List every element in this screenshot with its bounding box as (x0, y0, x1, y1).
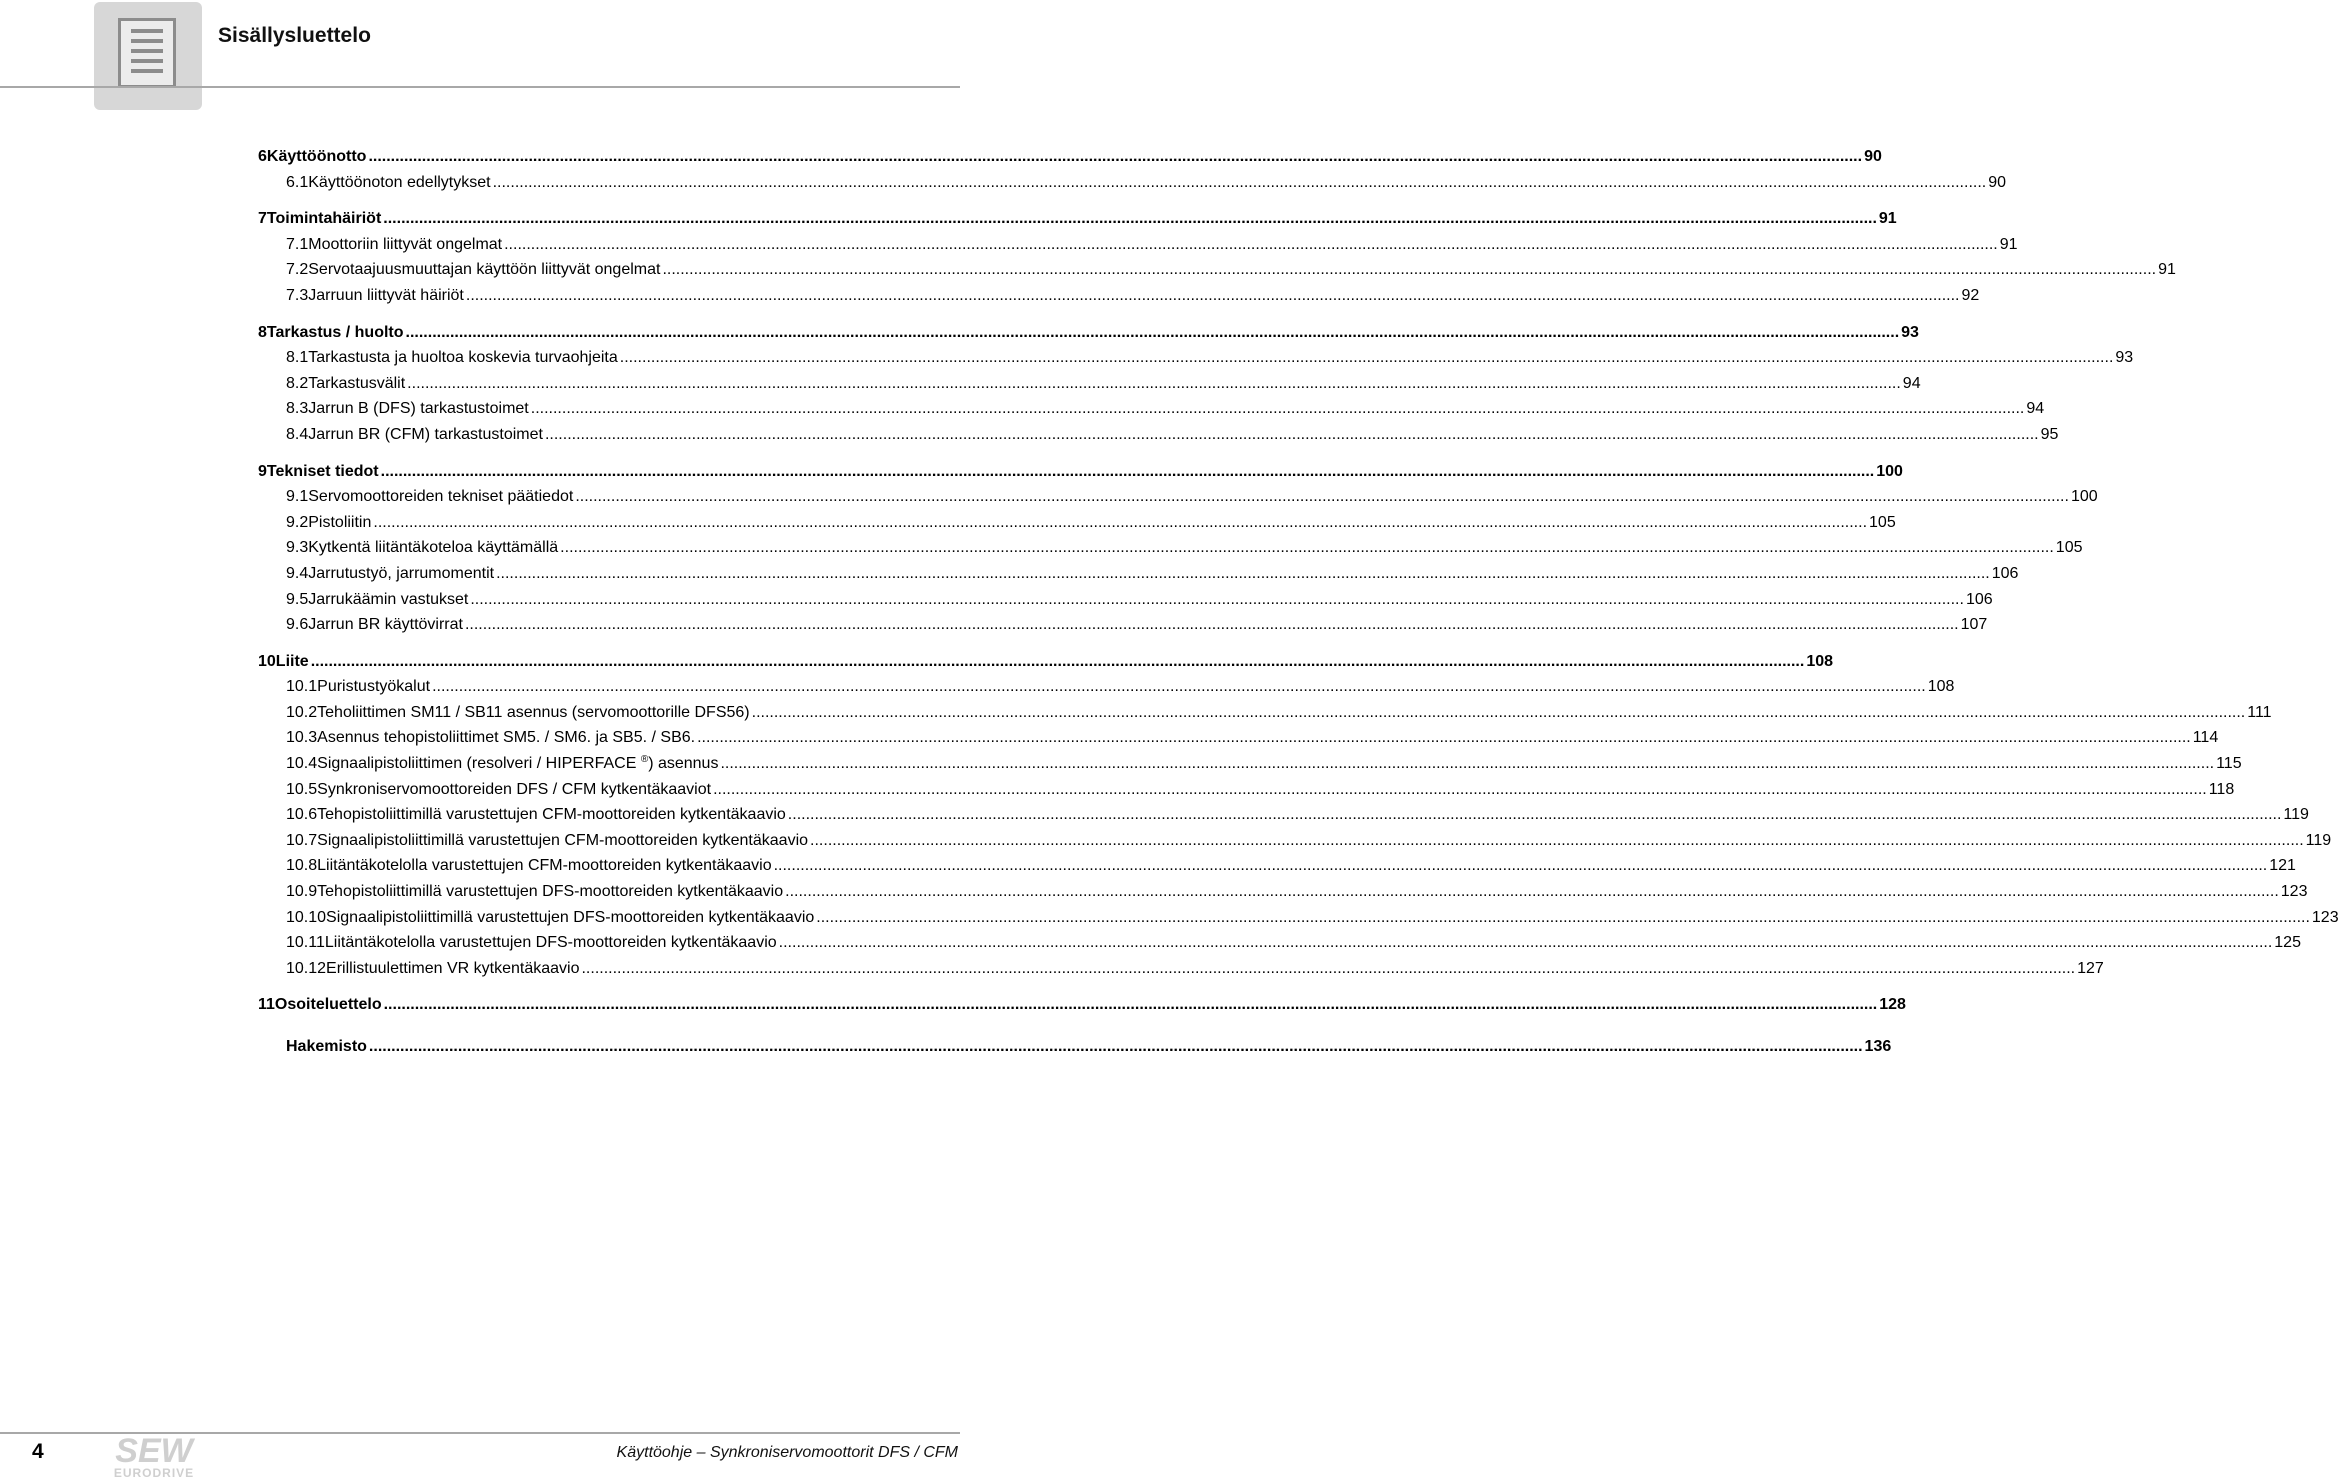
toc-dot-leader (496, 561, 1990, 587)
toc-entry-page: 91 (1999, 235, 2018, 253)
toc-dot-leader (697, 725, 2191, 751)
toc-dot-leader (407, 371, 1901, 397)
toc-entry-title: Tarkastusvälit (308, 374, 406, 392)
toc-entry-title: Servotaajuusmuuttajan käyttöön liittyvät ongelmat (308, 261, 661, 279)
toc-section-entry[interactable] (258, 371, 1921, 397)
toc-chapter-entry[interactable] (258, 144, 1882, 170)
toc-dot-leader (662, 257, 2156, 283)
toc-entry-title: Tehopistoliittimillä varustettujen CFM-moottoreiden kytkentäkaavio (317, 806, 786, 824)
toc-dot-leader (504, 232, 1998, 258)
toc-entry-page: 100 (2070, 488, 2098, 506)
toc-entry-page: 119 (2305, 831, 2332, 849)
toc-chapter-entry[interactable] (258, 206, 1897, 232)
toc-entry-page: 106 (1965, 590, 1993, 608)
toc-dot-leader (368, 144, 1862, 170)
toc-entry-number: 10 (258, 652, 276, 670)
toc-chapter-entry[interactable] (258, 1034, 1892, 1060)
toc-dot-leader (575, 484, 2069, 510)
toc-entry-title: Hakemisto (286, 1038, 367, 1055)
toc-section-entry[interactable] (258, 930, 2301, 956)
toc-section-entry[interactable] (258, 853, 2296, 879)
toc-entry-number: 10.10 (286, 908, 327, 926)
toc-entry-page: 125 (2274, 934, 2301, 952)
toc-entry-page: 119 (2283, 806, 2309, 824)
toc-entry-title: Signaalipistoliittimen (resolveri / HIPERFACE ®) asennus (317, 754, 719, 773)
toc-section-entry[interactable] (258, 751, 2242, 777)
toc-dot-leader (384, 992, 1878, 1018)
toc-entry-number: 10.9 (286, 883, 318, 901)
toc-entry-number: 10.11 (286, 934, 325, 952)
toc-section-entry[interactable] (258, 956, 2104, 982)
toc-entry-page: 106 (1991, 564, 2019, 582)
toc-entry-title: Kytkentä liitäntäkoteloa käyttämällä (308, 539, 559, 557)
toc-dot-leader (816, 905, 2310, 931)
toc-entry-title: Tarkastusta ja huoltoa koskevia turvaohjeita (308, 349, 618, 367)
toc-section-entry[interactable] (258, 674, 1955, 700)
registered-mark: ® (640, 754, 649, 766)
toc-entry-title: Toimintahäiriöt (266, 210, 382, 228)
toc-entry-number: 8.3 (286, 400, 309, 418)
toc-entry-number: 7.3 (286, 286, 309, 304)
toc-entry-number: 8 (258, 323, 267, 341)
toc-entry-title: Signaalipistoliittimillä varustettujen CFM-moottoreiden kytkentäkaavio (317, 831, 809, 849)
toc-entry-number: 9.6 (286, 616, 309, 634)
toc-dot-leader (545, 422, 2039, 448)
toc-entry-page: 90 (1988, 173, 2007, 191)
toc-entry-page: 118 (2208, 780, 2235, 798)
toc-entry-number: 7.2 (286, 261, 309, 279)
toc-entry-title: Asennus tehopistoliittimet SM5. / SM6. ja SB5. / SB6. (317, 729, 696, 747)
toc-entry-title: Signaalipistoliittimillä varustettujen DFS-moottoreiden kytkentäkaavio (326, 908, 815, 926)
document-icon (118, 18, 176, 88)
toc-entry-page: 93 (1901, 323, 1919, 341)
toc-entry-title: Käyttöönotto (266, 148, 367, 165)
toc-entry-number: 10.2 (286, 703, 318, 721)
sew-eurodrive-logo (100, 1434, 208, 1480)
toc-dot-leader (406, 320, 1900, 346)
toc-section-entry[interactable] (258, 510, 1896, 536)
toc-section-entry[interactable] (258, 232, 2018, 258)
toc-entry-title: Jarrun BR (CFM) tarkastustoimet (308, 425, 543, 443)
toc-chapter-entry[interactable] (258, 649, 1834, 675)
toc-entry-page: 100 (1876, 462, 1903, 480)
toc-dot-leader (466, 283, 1960, 309)
toc-entry-number: 9.5 (286, 590, 309, 608)
toc-entry-number: 10.5 (286, 780, 318, 798)
toc-chapter-entry[interactable] (258, 320, 1919, 346)
toc-section-entry[interactable] (258, 257, 2176, 283)
toc-section-entry[interactable] (258, 561, 2019, 587)
toc-dot-leader (752, 700, 2246, 726)
toc-dot-leader (383, 206, 1877, 232)
toc-entry-title: Liite (275, 652, 309, 670)
toc-entry-title: Käyttöönoton edellytykset (308, 173, 491, 191)
toc-entry-title: Synkroniservomoottoreiden DFS / CFM kytkentäkaaviot (317, 780, 712, 798)
toc-entry-page: 90 (1864, 148, 1882, 165)
toc-entry-number: 10.4 (286, 755, 318, 773)
toc-dot-leader (470, 587, 1964, 613)
toc-entry-number: 10.1 (286, 678, 318, 696)
toc-dot-leader (373, 510, 1867, 536)
toc-section-entry[interactable] (258, 905, 2339, 931)
toc-entry-number: 6.1 (286, 173, 309, 191)
toc-entry-number: 10.3 (286, 729, 318, 747)
toc-dot-leader (774, 853, 2268, 879)
toc-entry-page: 123 (2311, 908, 2339, 926)
toc-entry-number: 10.7 (286, 831, 318, 849)
toc-section-entry[interactable] (258, 777, 2235, 803)
toc-entry-number: 6 (258, 148, 267, 165)
toc-dot-leader (788, 802, 2282, 828)
toc-entry-number: 10.8 (286, 857, 318, 875)
toc-entry-title: Jarrutustyö, jarrumomentit (308, 564, 495, 582)
toc-section-entry[interactable] (258, 345, 2134, 371)
toc-entry-title: Jarrun BR käyttövirrat (308, 616, 463, 634)
toc-section-entry[interactable] (258, 170, 2007, 196)
toc-entry-number: 8.2 (286, 374, 309, 392)
toc-entry-number: 8.1 (286, 349, 309, 367)
toc-entry-title: Tarkastus / huolto (266, 323, 404, 341)
toc-section-entry[interactable] (258, 700, 2272, 726)
toc-entry-number: 11 (258, 996, 275, 1014)
toc-dot-leader (369, 1034, 1863, 1060)
toc-dot-leader (779, 930, 2273, 956)
toc-entry-title: Jarruun liittyvät häiriöt (308, 286, 464, 304)
toc-entry-number: 9.3 (286, 539, 309, 557)
toc-entry-title: Jarrun B (DFS) tarkastustoimet (308, 400, 529, 418)
toc-entry-title: Puristustyökalut (317, 678, 431, 696)
toc-section-entry[interactable] (258, 422, 2059, 448)
toc-entry-number: 10.6 (286, 806, 318, 824)
toc-entry-title: Osoiteluettelo (274, 996, 382, 1014)
logo-bottom-text: EURODRIVE (113, 1466, 195, 1480)
toc-entry-page: 105 (2055, 539, 2083, 557)
toc-dot-leader (785, 879, 2279, 905)
toc-dot-leader (432, 674, 1926, 700)
toc-entry-number: 7.1 (286, 235, 309, 253)
toc-section-entry[interactable] (258, 283, 1980, 309)
toc-entry-page: 94 (2026, 400, 2045, 418)
toc-entry-page: 105 (1869, 513, 1896, 531)
toc-entry-number: 9.2 (286, 513, 309, 531)
toc-section-entry[interactable] (258, 587, 1993, 613)
toc-entry-title: Servomoottoreiden tekniset päätiedot (308, 488, 574, 506)
toc-dot-leader (620, 345, 2114, 371)
toc-entry-page: 91 (2158, 261, 2176, 279)
toc-entry-title: Tehopistoliittimillä varustettujen DFS-moottoreiden kytkentäkaavio (317, 883, 784, 901)
toc-dot-leader (531, 396, 2025, 422)
toc-entry-number: 7 (258, 210, 267, 228)
page-number: 4 (32, 1440, 44, 1463)
toc-dot-leader (381, 459, 1875, 485)
toc-section-entry[interactable] (258, 828, 2332, 854)
toc-entry-page: 93 (2115, 349, 2134, 367)
toc-dot-leader (581, 956, 2075, 982)
toc-entry-title: Teholiittimen SM11 / SB11 asennus (servomoottorille DFS56) (317, 703, 750, 721)
toc-section-entry[interactable] (258, 535, 2083, 561)
toc-entry-number: 8.4 (286, 425, 309, 443)
toc-entry-page: 91 (1878, 210, 1897, 228)
toc-dot-leader (311, 649, 1805, 675)
logo-top-text: SEW (115, 1432, 193, 1470)
toc-chapter-entry[interactable] (258, 992, 1906, 1018)
toc-entry-title: Tekniset tiedot (266, 462, 379, 480)
toc-entry-title: Liitäntäkotelolla varustettujen CFM-moottoreiden kytkentäkaavio (317, 857, 772, 875)
toc-entry-page: 92 (1961, 286, 1980, 304)
toc-section-entry[interactable] (258, 802, 2309, 828)
toc-chapter-entry[interactable] (258, 459, 1903, 485)
toc-dot-leader (560, 535, 2054, 561)
toc-entry-title: Liitäntäkotelolla varustettujen DFS-moottoreiden kytkentäkaavio (324, 934, 777, 952)
toc-entry-page: 111 (2247, 703, 2272, 721)
toc-dot-leader (713, 777, 2207, 803)
toc-entry-title: Pistoliitin (308, 513, 372, 531)
toc-entry-title: Jarrukäämin vastukset (308, 590, 469, 608)
header-divider (0, 86, 960, 88)
toc-entry-number: 9 (258, 462, 267, 480)
toc-section-entry[interactable] (258, 612, 1988, 638)
toc-entry-number: 9.4 (286, 564, 309, 582)
toc-entry-page: 94 (1902, 374, 1921, 392)
toc-entry-page: 123 (2280, 883, 2308, 901)
toc-entry-page: 95 (2040, 425, 2059, 443)
toc-entry-page: 127 (2077, 959, 2104, 977)
toc-section-entry[interactable] (258, 484, 2098, 510)
page-title: Sisällysluettelo (218, 24, 371, 47)
toc-entry-page: 114 (2192, 729, 2219, 747)
toc-dot-leader (493, 170, 1987, 196)
toc-entry-number: 10.12 (286, 959, 327, 977)
toc-entry-title: Erillistuulettimen VR kytkentäkaavio (326, 959, 580, 977)
toc-entry-page: 136 (1864, 1038, 1892, 1055)
toc-entry-title: Moottoriin liittyvät ongelmat (308, 235, 503, 253)
toc-section-entry[interactable] (258, 396, 2045, 422)
table-of-contents (258, 144, 2339, 1060)
toc-dot-leader (810, 828, 2304, 854)
header-icon-box (94, 2, 202, 110)
toc-dot-leader (465, 612, 1959, 638)
toc-section-entry[interactable] (258, 879, 2308, 905)
toc-dot-leader (720, 751, 2214, 777)
toc-entry-page: 107 (1960, 616, 1988, 634)
toc-entry-page: 108 (1806, 652, 1834, 670)
document-title: Käyttöohje – Synkroniservomoottorit DFS / CFM (616, 1444, 958, 1461)
toc-entry-page: 115 (2216, 755, 2242, 773)
toc-entry-page: 121 (2269, 857, 2296, 875)
toc-entry-page: 108 (1927, 678, 1955, 696)
toc-entry-page: 128 (1879, 996, 1906, 1014)
toc-section-entry[interactable] (258, 725, 2219, 751)
toc-entry-number: 9.1 (286, 488, 309, 506)
